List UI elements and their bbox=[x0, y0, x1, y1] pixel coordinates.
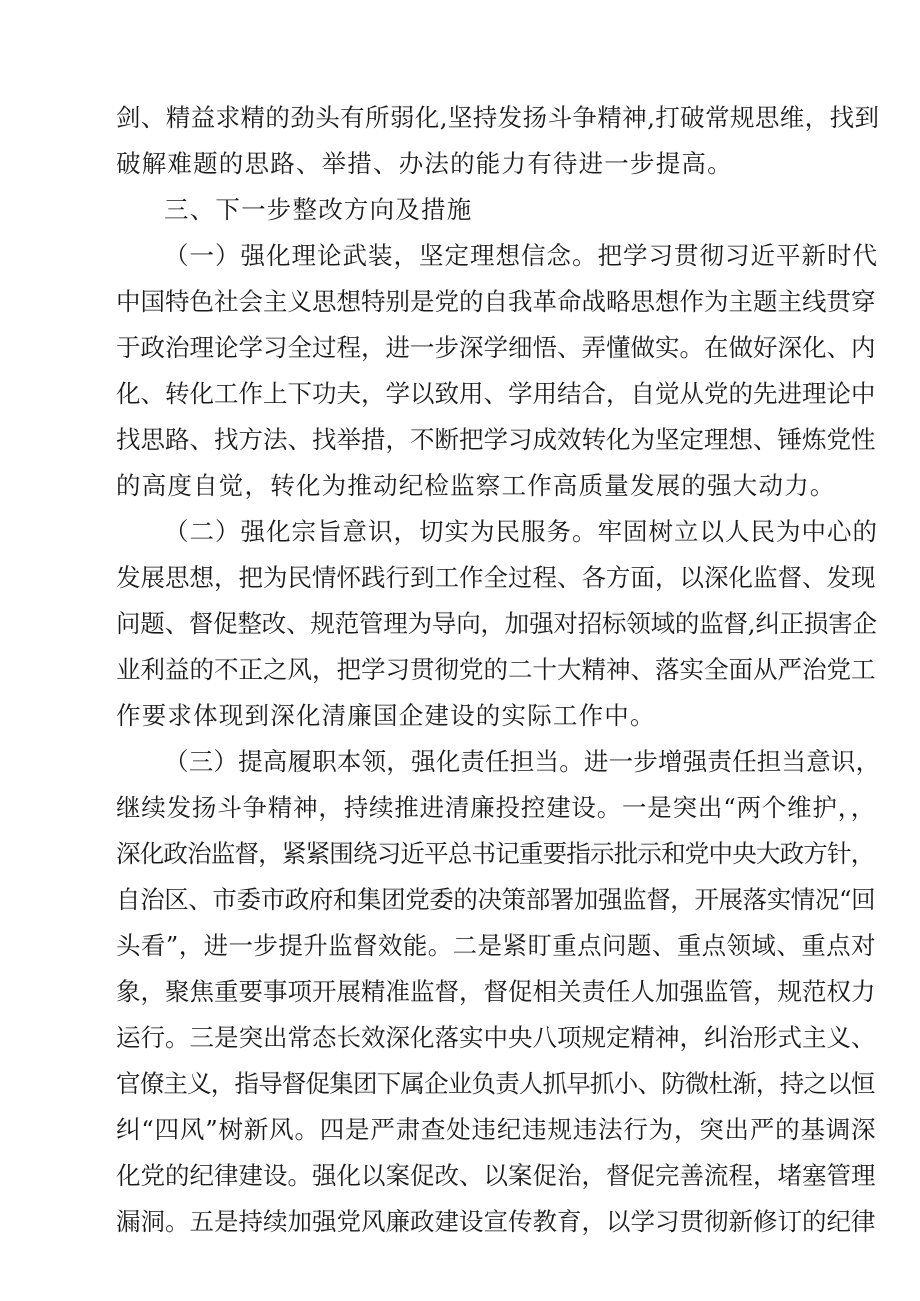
text-line: 化、转化工作上下功夫，学以致用、学用结合，自觉从党的先进理论中 bbox=[116, 379, 876, 408]
text-line: 的高度自觉，转化为推动纪检监察工作高质量发展的强大动力。 bbox=[116, 471, 836, 500]
text-line: 运行。三是突出常态长效深化落实中央八项规定精神，纠治形式主义、 bbox=[116, 1023, 876, 1052]
text-line: 自治区、市委市政府和集团党委的决策部署加强监督，开展落实情况“回 bbox=[116, 885, 876, 914]
text-line: （三）提高履职本领，强化责任担当。进一步增强责任担当意识， bbox=[164, 747, 881, 776]
section-heading: 三、下一步整改方向及措施 bbox=[164, 195, 473, 224]
text-line: 剑、精益求精的劲头有所弱化,坚持发扬斗争精神,打破常规思维，找到 bbox=[116, 103, 880, 132]
text-line: 找思路、找方法、找举措，不断把学习成效转化为坚定理想、锤炼党性 bbox=[116, 425, 876, 454]
text-line: 发展思想，把为民情怀践行到工作全过程、各方面，以深化监督、发现 bbox=[116, 563, 876, 592]
text-line: 继续发扬斗争精神，持续推进清廉投控建设。一是突出“两个维护，， bbox=[116, 793, 877, 822]
text-line: 纠“四风”树新风。四是严肃查处违纪违规违法行为，突出严的基调深 bbox=[116, 1115, 877, 1144]
text-line: （一）强化理论武装，坚定理想信念。把学习贯彻习近平新时代 bbox=[164, 241, 878, 270]
text-line: 破解难题的思路、举措、办法的能力有待进一步提高。 bbox=[116, 149, 733, 178]
text-line: 于政治理论学习全过程，进一步深学细悟、弄懂做实。在做好深化、内 bbox=[116, 333, 876, 362]
text-line: （二）强化宗旨意识，切实为民服务。牢固树立以人民为中心的 bbox=[164, 517, 878, 546]
text-line: 问题、督促整改、规范管理为导向，加强对招标领域的监督,纠正损害企 bbox=[116, 609, 877, 638]
text-line: 作要求体现到深化清廉国企建设的实际工作中。 bbox=[116, 701, 656, 730]
text-line: 象，聚焦重要事项开展精准监督，督促相关责任人加强监管，规范权力 bbox=[116, 977, 876, 1006]
text-line: 官僚主义，指导督促集团下属企业负责人抓早抓小、防微杜渐，持之以恒 bbox=[116, 1069, 875, 1098]
text-line: 深化政治监督，紧紧围绕习近平总书记重要指示批示和党中央大政方针， bbox=[116, 839, 875, 868]
text-line: 业利益的不正之风，把学习贯彻党的二十大精神、落实全面从严治党工 bbox=[116, 655, 876, 684]
text-line: 漏洞。五是持续加强党风廉政建设宣传教育，以学习贯彻新修订的纪律 bbox=[116, 1207, 876, 1236]
text-line: 化党的纪律建设。强化以案促改、以案促治，督促完善流程，堵塞管理 bbox=[116, 1161, 876, 1190]
text-line: 中国特色社会主义思想特别是党的自我革命战略思想作为主题主线贯穿 bbox=[116, 287, 876, 316]
text-line: 头看”，进一步提升监督效能。二是紧盯重点问题、重点领域、重点对 bbox=[116, 931, 876, 960]
